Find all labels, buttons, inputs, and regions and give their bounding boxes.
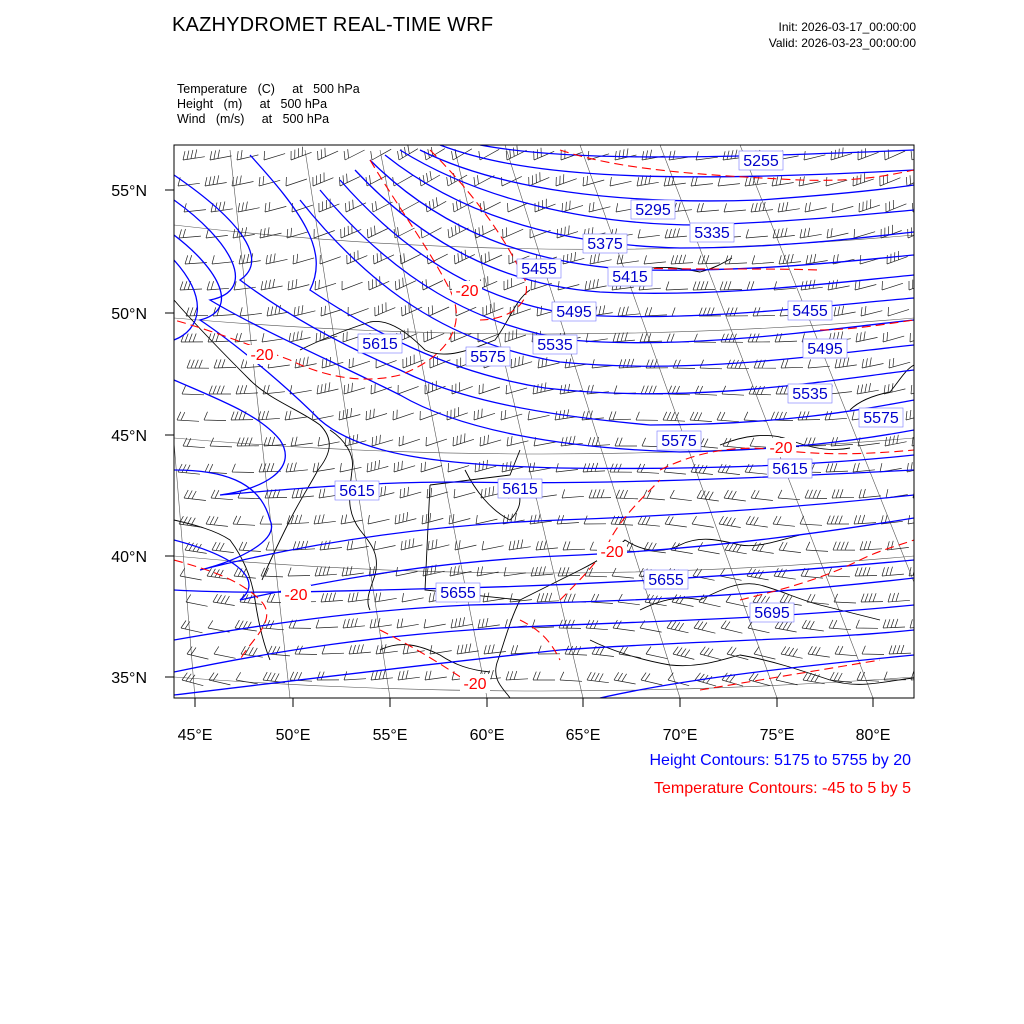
lon-tick-label: 55°E [372,727,408,744]
svg-text:5695: 5695 [754,605,790,622]
lon-tick-label: 65°E [565,727,601,744]
svg-text:5615: 5615 [362,336,398,353]
lon-tick-label: 50°E [275,727,311,744]
latitude-labels [111,183,147,687]
map-title: KAZHYDROMET REAL-TIME WRF [172,14,494,36]
svg-text:5415: 5415 [612,269,648,286]
temperature-contour-legend: Temperature Contours: -45 to 5 by 5 [653,780,911,797]
height-label [517,259,561,278]
field-height: Height (m) at 500 hPa [177,97,328,111]
temperature-contour [700,660,880,690]
coastline [330,430,377,610]
svg-text:-20: -20 [600,544,624,561]
svg-text:5255: 5255 [743,153,779,170]
temperature-label [281,585,311,604]
lon-tick-label: 80°E [855,727,891,744]
lat-tick-label: 50°N [111,306,147,323]
height-label [552,302,596,321]
svg-text:5495: 5495 [556,304,592,321]
lat-tick-label: 40°N [111,549,147,566]
height-label [466,347,510,366]
height-label [750,603,794,622]
height-label [436,583,480,602]
height-label [788,384,832,403]
svg-text:5655: 5655 [440,585,476,602]
temperature-label [766,438,796,457]
svg-text:5335: 5335 [694,225,730,242]
height-contour [174,630,914,695]
svg-text:-20: -20 [455,283,479,300]
height-label [608,267,652,286]
coastline [300,290,530,354]
wind-barb-field [177,145,938,686]
temperature-label [247,345,277,364]
map-plot-area [150,145,960,698]
height-label [768,459,812,478]
svg-text:5535: 5535 [792,386,828,403]
svg-text:5455: 5455 [792,303,828,320]
graticule-line [150,150,195,698]
graticule-line [174,318,914,334]
svg-text:-20: -20 [769,440,793,457]
field-wind: Wind (m/s) at 500 hPa [177,112,330,126]
height-label [644,570,688,589]
lon-tick-label: 60°E [469,727,505,744]
height-contour [174,605,914,672]
height-label [859,408,903,427]
svg-text:5375: 5375 [587,236,623,253]
svg-text:5455: 5455 [521,261,557,278]
svg-text:-20: -20 [284,587,308,604]
height-label [657,431,701,450]
height-label [583,234,627,253]
lat-tick-label: 45°N [111,428,147,445]
svg-text:5615: 5615 [502,481,538,498]
lat-tick-label: 35°N [111,670,147,687]
svg-text:-20: -20 [250,347,274,364]
svg-text:5295: 5295 [635,202,671,219]
height-label [631,200,675,219]
wind-barbs [177,145,938,686]
svg-text:5575: 5575 [661,433,697,450]
height-label [803,339,847,358]
height-label [533,335,577,354]
longitude-labels [178,727,891,744]
temperature-label [460,674,490,693]
height-label [739,151,783,170]
graticule-line [174,677,914,691]
height-label [358,334,402,353]
height-contour [174,470,914,570]
field-temperature: Temperature (C) at 500 hPa [177,82,360,96]
lon-tick-label: 75°E [759,727,795,744]
temperature-label [452,281,482,300]
plot-frame [174,145,914,698]
svg-text:5575: 5575 [470,349,506,366]
height-contour [174,260,197,340]
init-time: Init: 2026-03-17_00:00:00 [778,20,916,34]
valid-time: Valid: 2026-03-23_00:00:00 [768,36,916,50]
height-label [498,479,542,498]
graticule-line [305,150,390,698]
height-contour [600,655,914,698]
height-label [335,481,379,500]
svg-text:5575: 5575 [863,410,899,427]
height-label [690,223,734,242]
coastline [174,520,270,660]
svg-text:5535: 5535 [537,337,573,354]
svg-text:5615: 5615 [772,461,808,478]
svg-text:5495: 5495 [807,341,843,358]
graticule [150,145,960,698]
height-contour-legend: Height Contours: 5175 to 5755 by 20 [649,752,911,769]
temperature-label [597,542,627,561]
svg-text:5615: 5615 [339,483,375,500]
height-label [788,301,832,320]
lon-tick-label: 45°E [177,727,213,744]
height-contours [174,145,914,698]
svg-text:-20: -20 [463,676,487,693]
svg-text:5655: 5655 [648,572,684,589]
lat-tick-label: 55°N [111,183,147,200]
lon-tick-label: 70°E [662,727,698,744]
